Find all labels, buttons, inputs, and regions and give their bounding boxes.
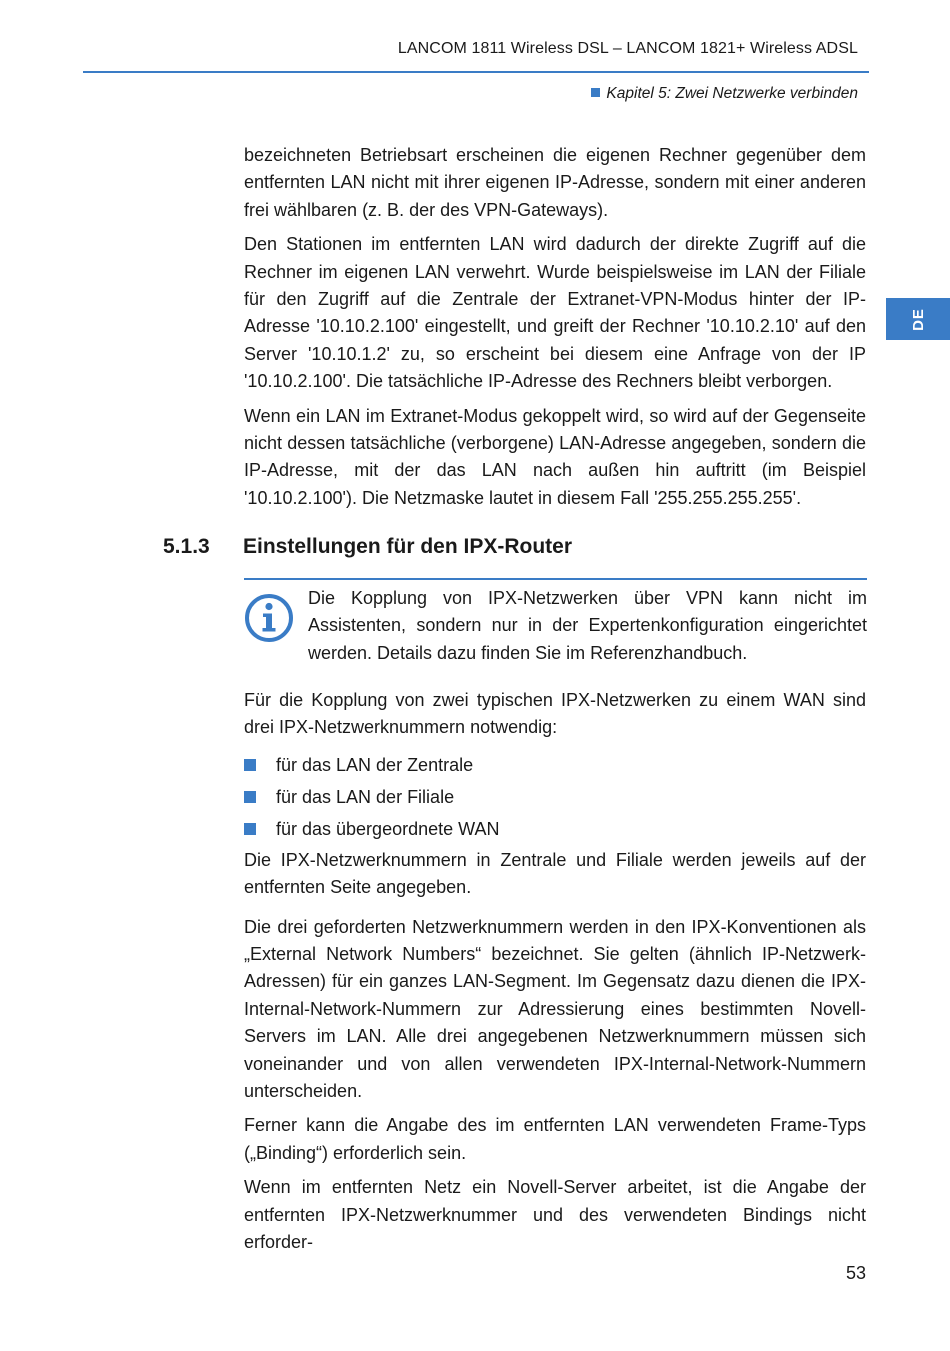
header-rule (83, 71, 869, 73)
language-tab-label: DE (909, 307, 927, 331)
section-number: 5.1.3 (163, 535, 210, 558)
running-header-title: LANCOM 1811 Wireless DSL – LANCOM 1821+ Wireless ADSL (397, 40, 858, 57)
info-note (244, 585, 867, 667)
list-item: für das LAN der Zentrale (244, 749, 866, 781)
section-heading (163, 535, 867, 559)
running-header-chapter (591, 85, 858, 103)
paragraph: Die drei geforderten Netzwerknummern werden in den IPX-Konventionen als „External Network Numbers“ bezeichnet. Sie gelten (ähnlich IP-Netzwerk-Adressen) für ein ganzes LAN-Segment. Im Gegensatz dazu dienen die IPX-Internal-Network-Nummern zur Adressierung eines bestimmten Novell-Servers im LAN. Alle drei angegebenen Netzwerknummern müssen sich voneinander und von allen verwendeten IPX-Internal-Network-Nummern unterscheiden. (244, 916, 866, 1102)
bullet-square-icon (244, 791, 256, 803)
info-icon (244, 593, 294, 643)
info-note-text: Die Kopplung von IPX-Netzwerken über VPN kann nicht im Assistenten, sondern nur in der Expertenkonfiguration eingerichtet werden. Details dazu finden Sie im Referenzhandbuch. (308, 588, 867, 663)
paragraph: Wenn ein LAN im Extranet-Modus gekoppelt wird, so wird auf der Gegenseite nicht dessen tatsächliche (verborgene) LAN-Adresse angegeben, sondern die IP-Adresse, mit der das LAN nach außen hin auftritt (im Beispiel '10.10.2.100'). Die Netzmaske lautet in diesem Fall '255.255.255.255'. (244, 405, 866, 508)
page-number: 53 (845, 1263, 866, 1283)
paragraph: bezeichneten Betriebsart erscheinen die eigenen Rechner gegenüber dem entfernten LAN nicht mit ihrer eigenen IP-Adresse, sondern mit einer anderen frei wählbaren (z. B. der des VPN-Gateways). (244, 145, 866, 220)
body-text-bottom (244, 687, 866, 1264)
bullet-list (244, 749, 866, 845)
paragraph: Den Stationen im entfernten LAN wird dadurch der direkte Zugriff auf die Rechner im eigenen LAN verwehrt. Wurde beispielsweise im LAN der Filiale für den Zugriff auf die Zentrale der Extranet-VPN-Modus hinter der IP-Adresse '10.10.2.100' eingestellt, und greift der Rechner '10.10.2.10' auf den Server '10.10.1.2' zu, so erscheint bei diesem eine Anfrage von der IP '10.10.2.100'. Die tatsächliche IP-Adresse des Rechners bleibt verborgen. (244, 234, 866, 392)
chapter-label: Kapitel 5: Zwei Netzwerke verbinden (606, 85, 858, 102)
paragraph: Wenn im entfernten Netz ein Novell-Server arbeitet, ist die Angabe der entfernten IPX-Netzwerknummer und des verwendeten Bindings nicht erforder- (244, 1177, 866, 1253)
intro-paragraph: Für die Kopplung von zwei typischen IPX-Netzwerken zu einem WAN sind drei IPX-Netzwerknummern notwendig: (244, 690, 866, 738)
bullet-square-icon (244, 823, 256, 835)
bullet-square-icon (244, 759, 256, 771)
list-item: für das LAN der Filiale (244, 781, 866, 813)
body-text-top (244, 142, 866, 519)
list-item: für das übergeordnete WAN (244, 813, 866, 845)
section-rule (244, 578, 867, 580)
chapter-square-icon (591, 88, 600, 97)
paragraph: Die IPX-Netzwerknummern in Zentrale und Filiale werden jeweils auf der entfernten Seite angegeben. (244, 849, 866, 898)
language-tab (886, 298, 950, 340)
paragraph: Ferner kann die Angabe des im entfernten LAN verwendeten Frame-Typs („Binding“) erforderlich sein. (244, 1115, 866, 1163)
section-title: Einstellungen für den IPX-Router (243, 535, 573, 558)
